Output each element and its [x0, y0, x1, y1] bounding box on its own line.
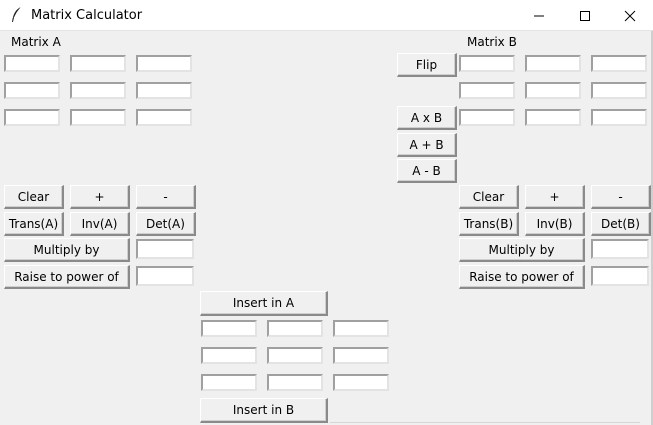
matrix-b-cell[interactable]	[525, 55, 581, 72]
result-cell[interactable]	[333, 374, 389, 391]
b-multiply-by-button[interactable]: Multiply by	[459, 238, 585, 262]
matrix-b-cell[interactable]	[591, 82, 647, 99]
matrix-b-cell[interactable]	[459, 109, 515, 126]
matrix-b-cell[interactable]	[459, 55, 515, 72]
a-plus-button[interactable]: +	[70, 185, 130, 209]
insert-in-a-button[interactable]: Insert in A	[200, 291, 328, 316]
add-ab-button[interactable]: A + B	[397, 133, 457, 157]
result-cell[interactable]	[333, 320, 389, 337]
b-plus-button[interactable]: +	[525, 185, 585, 209]
matrix-a-cell[interactable]	[136, 82, 192, 99]
b-transpose-button[interactable]: Trans(B)	[459, 212, 519, 236]
close-icon	[624, 10, 636, 22]
a-multiply-input[interactable]	[136, 239, 194, 259]
feather-icon	[10, 6, 24, 24]
maximize-button[interactable]	[562, 0, 608, 31]
a-multiply-by-button[interactable]: Multiply by	[4, 238, 130, 262]
result-cell[interactable]	[201, 347, 257, 364]
matrix-b-cell[interactable]	[591, 55, 647, 72]
window-title: Matrix Calculator	[31, 8, 143, 23]
a-inverse-button[interactable]: Inv(A)	[70, 212, 130, 236]
minimize-icon	[533, 10, 545, 22]
subtract-ab-button[interactable]: A - B	[397, 159, 457, 183]
minimize-button[interactable]	[516, 0, 562, 31]
matrix-b-label: Matrix B	[467, 35, 517, 49]
b-power-input[interactable]	[591, 266, 649, 286]
insert-in-b-button[interactable]: Insert in B	[200, 398, 328, 423]
a-clear-button[interactable]: Clear	[4, 185, 64, 209]
matrix-b-cell[interactable]	[525, 82, 581, 99]
b-clear-button[interactable]: Clear	[459, 185, 519, 209]
matrix-a-cell[interactable]	[4, 109, 60, 126]
b-inverse-button[interactable]: Inv(B)	[525, 212, 585, 236]
matrix-b-cell[interactable]	[459, 82, 515, 99]
multiply-ab-button[interactable]: A x B	[397, 106, 457, 130]
matrix-a-cell[interactable]	[4, 55, 60, 72]
titlebar-divider	[0, 30, 653, 31]
matrix-a-cell[interactable]	[70, 55, 126, 72]
result-cell[interactable]	[267, 320, 323, 337]
result-cell[interactable]	[201, 320, 257, 337]
a-determinant-button[interactable]: Det(A)	[136, 212, 196, 236]
matrix-a-cell[interactable]	[136, 109, 192, 126]
result-cell[interactable]	[333, 347, 389, 364]
b-raise-power-button[interactable]: Raise to power of	[459, 265, 585, 289]
matrix-a-cell[interactable]	[70, 109, 126, 126]
bottom-divider	[330, 422, 640, 423]
matrix-b-cell[interactable]	[591, 109, 647, 126]
result-cell[interactable]	[267, 374, 323, 391]
title-bar	[0, 0, 653, 31]
close-button[interactable]	[607, 0, 653, 31]
a-minus-button[interactable]: -	[136, 185, 196, 209]
result-cell[interactable]	[267, 347, 323, 364]
matrix-b-cell[interactable]	[525, 109, 581, 126]
matrix-a-cell[interactable]	[136, 55, 192, 72]
matrix-a-label: Matrix A	[11, 35, 61, 49]
b-determinant-button[interactable]: Det(B)	[591, 212, 651, 236]
a-transpose-button[interactable]: Trans(A)	[4, 212, 64, 236]
flip-button[interactable]: Flip	[397, 53, 457, 77]
a-power-input[interactable]	[136, 266, 194, 286]
maximize-icon	[579, 10, 591, 22]
matrix-a-cell[interactable]	[70, 82, 126, 99]
result-cell[interactable]	[201, 374, 257, 391]
b-multiply-input[interactable]	[591, 239, 649, 259]
matrix-a-cell[interactable]	[4, 82, 60, 99]
a-raise-power-button[interactable]: Raise to power of	[4, 265, 130, 289]
b-minus-button[interactable]: -	[591, 185, 651, 209]
